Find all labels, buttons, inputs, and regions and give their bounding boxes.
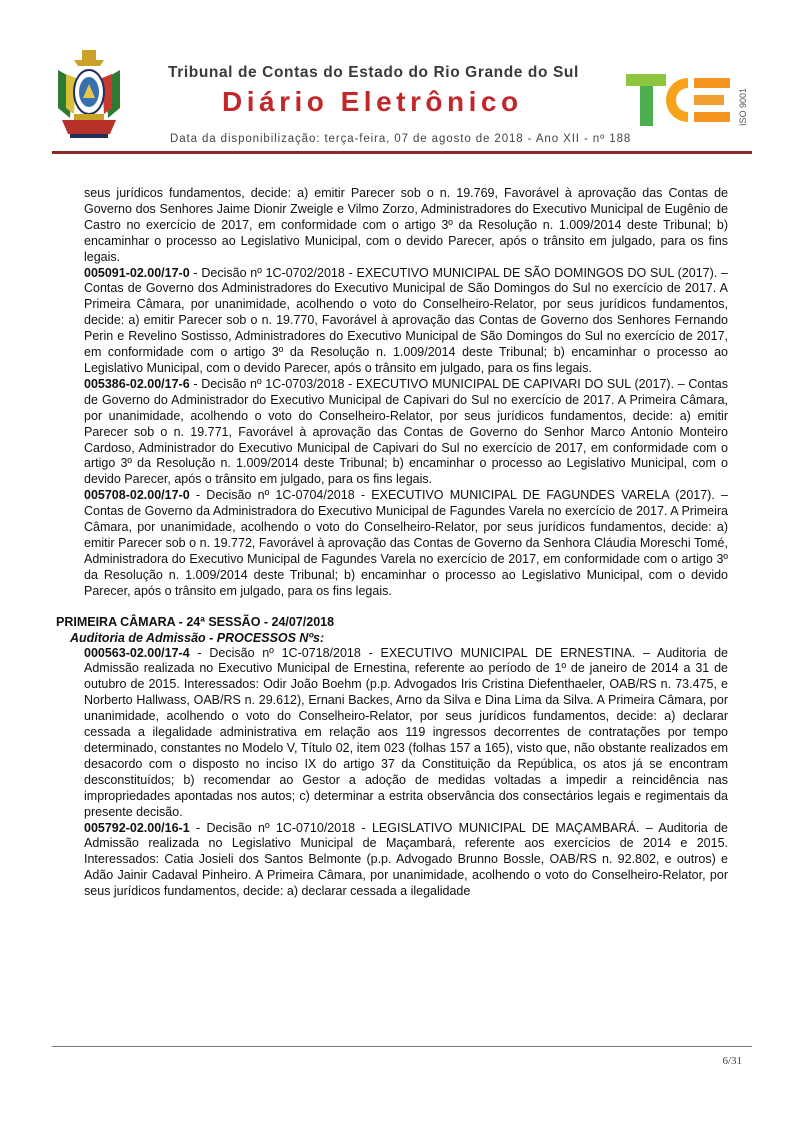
- decision-paragraph: [84, 488, 728, 599]
- decision-paragraph: [84, 266, 728, 377]
- decision-text: - Decisão nº 1C-0704/2018 - EXECUTIVO MUNICIPAL DE FAGUNDES VARELA (2017). – Contas de Governo da Administradora do Executivo Municipal de Fagundes Varela no exercício de 2017. A Primeira Câmara, por unanimidade, acolhendo o voto do Conselheiro-Relator, por seus jurídicos fundamentos, decide: a) emitir Parecer sob o n. 19.772, Favorável à aprovação das Contas de Governo da Senhora Cláudia Moreschi Tomé, Administradora do Executivo Municipal de Fagundes Varela no exercício de 2017, em conformidade com o artigo 3º da Resolução n. 1.009/2014 deste Tribunal; b) encaminhar o processo ao Legislativo Municipal, com o devido Parecer, após o trânsito em julgado, para os fins legais.: [84, 488, 728, 598]
- journal-title: Diário Eletrônico: [222, 86, 523, 117]
- document-body: [0, 186, 800, 900]
- decision-paragraph: [84, 646, 728, 821]
- process-number: 005386-02.00/17-6: [84, 376, 190, 391]
- availability-date: Data da disponibilização: terça-feira, 07 de agosto de 2018 - Ano XII - nº 188: [170, 133, 632, 145]
- decision-paragraph: [84, 186, 728, 266]
- page-number: 6/31: [722, 1055, 742, 1067]
- decision-paragraph: [84, 821, 728, 901]
- decision-text: - Decisão nº 1C-0702/2018 - EXECUTIVO MUNICIPAL DE SÃO DOMINGOS DO SUL (2017). – Contas de Governo dos Administradores do Executivo Municipal de São Domingos do Sul no exercício de 2017. A Primeira Câmara, por unanimidade, acolhendo o voto do Conselheiro-Relator, por seus jurídicos fundamentos, decide: a) emitir Parecer sob o n. 19.770, Favorável à aprovação das Contas de Governo dos Senhores Fernando Perin e Revelino Sostisso, Administradores do Executivo Municipal de São Domingos do Sul no exercício de 2017, em conformidade com o artigo 3º da Resolução n. 1.009/2014 deste Tribunal; b) encaminhar o processo ao Legislativo Municipal, com o devido Parecer, após o trânsito em julgado, para os fins legais.: [84, 265, 728, 375]
- page-header: [0, 0, 800, 160]
- process-number: 005708-02.00/17-0: [84, 488, 190, 503]
- decision-paragraph: [84, 377, 728, 488]
- footer-divider: [52, 1046, 752, 1047]
- tce-logo-icon: [626, 68, 756, 130]
- state-coat-of-arms-icon: [52, 48, 126, 140]
- decision-text: - Decisão nº 1C-0703/2018 - EXECUTIVO MUNICIPAL DE CAPIVARI DO SUL (2017). – Contas de Governo do Administrador do Executivo Municipal de Capivari do Sul no exercício de 2017. A Primeira Câmara, por unanimidade, acolhendo o voto do Conselheiro-Relator, por seus jurídicos fundamentos, decide: a) emitir Parecer sob o n. 19.771, Favorável à aprovação das Contas de Governo do Senhor Marco Antonio Monteiro Cardoso, Administrador do Executivo Municipal de Capivari do Sul no exercício de 2017, em conformidade com o artigo 3º da Resolução n. 1.009/2014 deste Tribunal; b) encaminhar o processo ao Legislativo Municipal, com o devido Parecer, após o trânsito em julgado, para os fins legais.: [84, 376, 728, 487]
- decision-text: - Decisão nº 1C-0718/2018 - EXECUTIVO MUNICIPAL DE ERNESTINA. – Auditoria de Admissão realizada no Executivo Municipal de Ernestina, referente ao período de 1º de janeiro de 2014 a 31 de outubro de 2015. Interessados: Odir João Boehm (p.p. Advogados Iris Cristina Diefenthaeler, OAB/RS n. 73.475, e Norberto Hallwass, OAB/RS n. 29.612), Ernani Backes, Arno da Silva e Dina Lima da Silva. A Primeira Câmara, por unanimidade, acolhendo o voto do Conselheiro-Relator, por seus jurídicos fundamentos, decide: a) declarar cessada a ilegalidade administrativa em relação aos 119 ingressos decorrentes de contratações por tempo determinado, constantes no Modelo V, Título 02, item 023 (folhas 157 a 165), visto que, não obstante realizados em desacordo com o disposto no inciso IX do artigo 37 da Constituição da República, os atos já se encontram desconstituídos; b) recomendar ao Gestor a adoção de medidas voltadas a impedir a reincidência nas impropriedades apontadas nos autos; c) determinar a estrita observância dos consectários legais e regimentais da presente decisão.: [84, 645, 728, 819]
- audit-subheading: Auditoria de Admissão - PROCESSOS Nºs:: [70, 630, 325, 645]
- process-number: 005792-02.00/16-1: [84, 820, 190, 835]
- court-name: Tribunal de Contas do Estado do Rio Grande do Sul: [168, 64, 579, 81]
- decision-text: - Decisão nº 1C-0710/2018 - LEGISLATIVO MUNICIPAL DE MAÇAMBARÁ. – Auditoria de Admissão realizada no Legislativo Municipal de Maçambará, referente aos exercícios de 2014 e 2015. Interessados: Catia Josieli dos Santos Belmonte (p.p. Advogado Brunno Bossle, OAB/RS n. 92.802, e outros) e Adão Jainir Cadaval Pinheiro. A Primeira Câmara, por unanimidade, acolhendo o voto do Conselheiro-Relator, por seus jurídicos fundamentos, decide: a) declarar cessada a ilegalidade: [84, 820, 728, 899]
- session-heading: PRIMEIRA CÂMARA - 24ª SESSÃO - 24/07/2018: [56, 614, 335, 629]
- process-number: 005091-02.00/17-0: [84, 265, 190, 280]
- process-number: 000563-02.00/17-4: [84, 645, 190, 660]
- header-divider: [52, 151, 752, 154]
- svg-text:ISO 9001: ISO 9001: [738, 87, 748, 126]
- decision-text: seus jurídicos fundamentos, decide: a) emitir Parecer sob o n. 19.769, Favorável à aprovação das Contas de Governo dos Senhores Jaime Dionir Zweigle e Vilmo Zorzo, Administradores do Executivo Municipal de Eugênio de Castro no exercício de 2017, em conformidade com o artigo 3º da Resolução n. 1.009/2014 deste Tribunal; b) encaminhar o processo ao Legislativo Municipal, com o devido Parecer, após o trânsito em julgado, para os fins legais.: [84, 186, 728, 264]
